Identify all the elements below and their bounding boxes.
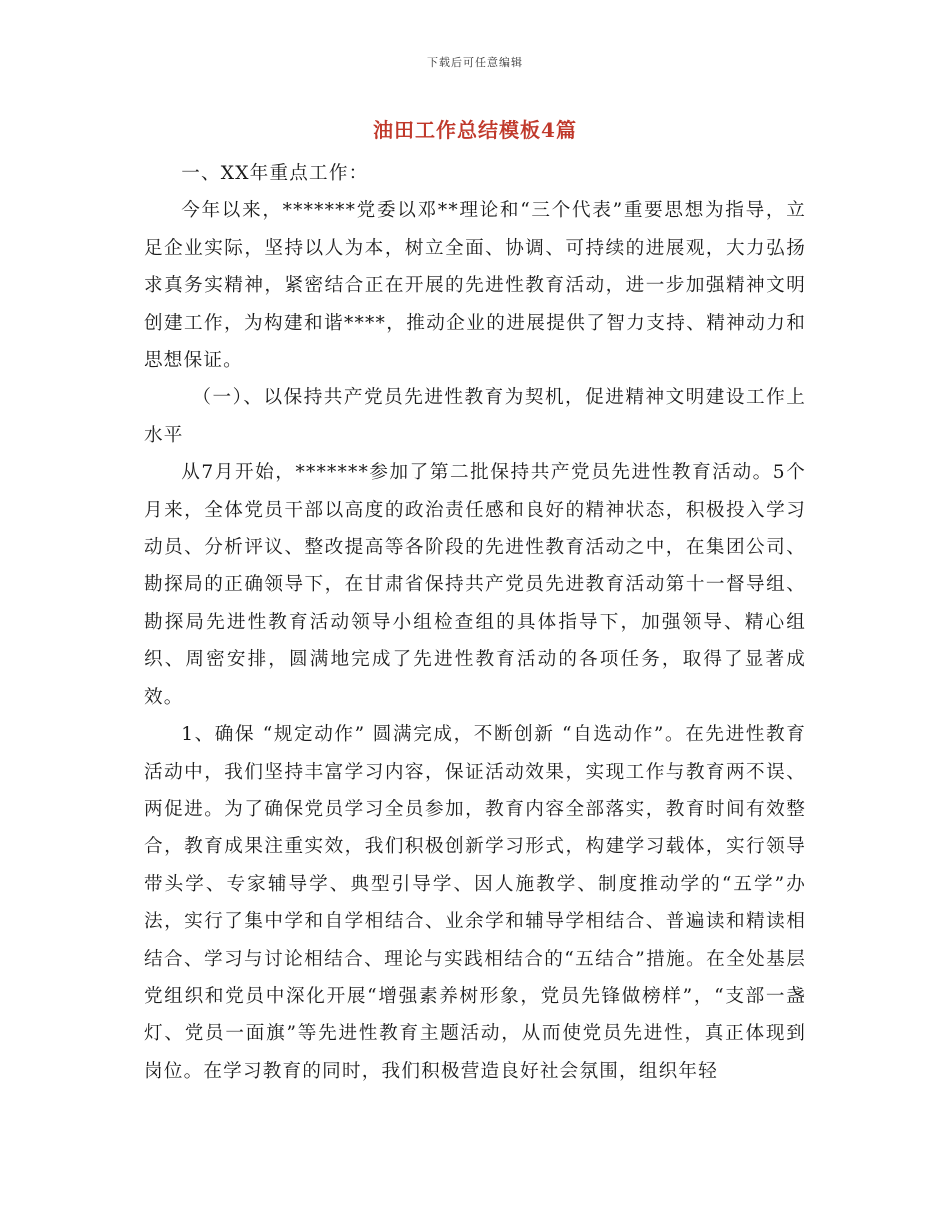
- body-paragraph-education: 从7月开始，*******参加了第二批保持共产党员先进性教育活动。5个月来，全体党员干部以高度的政治责任感和良好的精神状态，积极投入学习动员、分析评议、整改提高等各阶段的先进性教育活动之中，在集团公司、勘探局的正确领导下，在甘肃省保持共产党员先进教育活动第十一督导组、勘探局先进性教育活动领导小组检查组的具体指导下，加强领导、精心组织、周密安排，圆满地完成了先进性教育活动的各项任务，取得了显著成效。: [144, 462, 806, 708]
- document-title: 油田工作总结模板4篇: [373, 118, 577, 142]
- subsection-heading-1: （一）、以保持共产党员先进性教育为契机，促进精神文明建设工作上水平: [144, 387, 806, 446]
- body-paragraph-intro: 今年以来，*******党委以邓**理论和“三个代表”重要思想为指导，立足企业实际，坚持以人为本，树立全面、协调、可持续的进展观，大力弘扬求真务实精神，紧密结合正在开展的先进性教育活动，进一步加强精神文明创建工作，为构建和谐****，推动企业的进展提供了智力支持、精神动力和思想保证。: [144, 200, 806, 372]
- body-paragraph-item-1: 1、确保 “规定动作” 圆满完成，不断创新 “自选动作”。在先进性教育活动中，我们坚持丰富学习内容，保证活动效果，实现工作与教育两不误、两促进。为了确保党员学习全员参加，教育内容全部落实，教育时间有效整合，教育成果注重实效，我们积极创新学习形式，构建学习载体，实行领导带头学、专家辅导学、典型引导学、因人施教学、制度推动学的“五学”办法，实行了集中学和自学相结合、业余学和辅导学相结合、普遍读和精读相结合、学习与讨论相结合、理论与实践相结合的“五结合”措施。在全处基层党组织和党员中深化开展“增强素养树形象，党员先锋做榜样”，“支部一盏灯、党员一面旗”等先进性教育主题活动，从而使党员先进性，真正体现到岗位。在学习教育的同时，我们积极营造良好社会氛围，组织年轻: [144, 724, 806, 1082]
- page-header-note: 下载后可任意编辑: [427, 56, 523, 69]
- document-body: [144, 155, 806, 1090]
- section-heading-1: 一、XX年重点工作：: [181, 163, 369, 184]
